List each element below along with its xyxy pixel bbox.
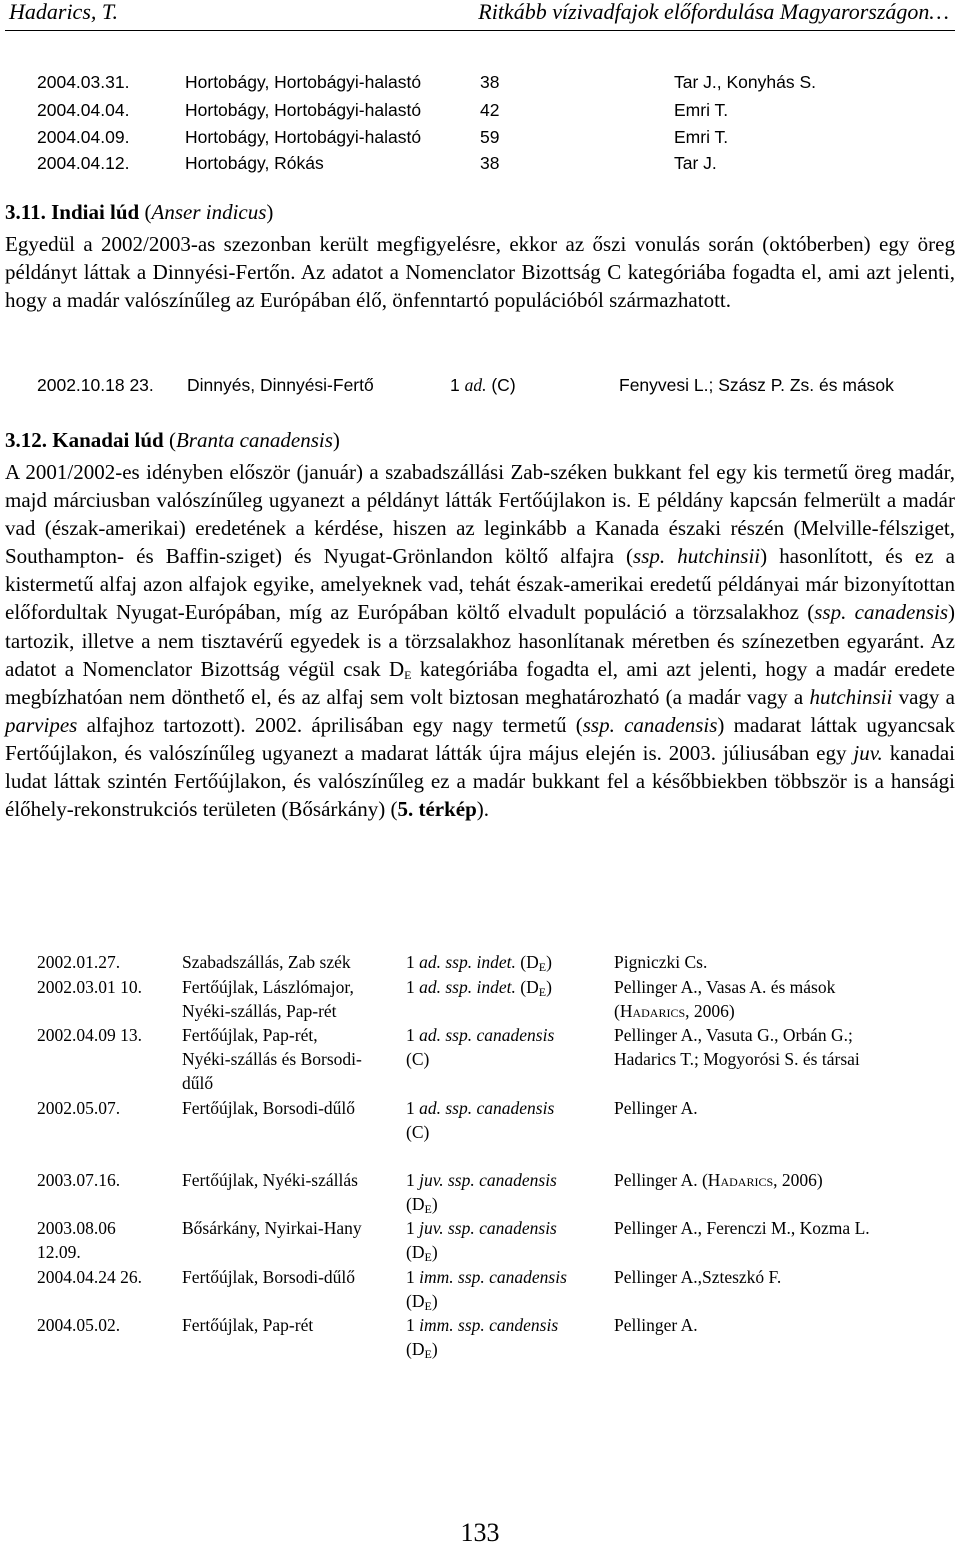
observer-line — [614, 1265, 781, 1289]
data-line — [406, 1023, 554, 1047]
data-line — [406, 1289, 567, 1313]
data-text: 1 juv. ssp. canadensis — [406, 1170, 557, 1190]
data-text: 1 ad. ssp. canadensis — [406, 1098, 555, 1118]
latin-name: Branta canadensis — [175, 428, 333, 452]
italic-term: ssp. — [582, 712, 615, 737]
record-date — [37, 950, 120, 974]
record-place: Hortobágy, Hortobágyi-halastó — [185, 100, 422, 120]
record-date: 2004.04.04. — [37, 100, 130, 120]
date-line: 2004.04.24 26. — [37, 1267, 142, 1287]
record-place — [182, 975, 354, 1023]
observer-text: Pellinger A., Vasuta G., Orbán G.; — [614, 1025, 853, 1045]
italic-term: canadensis — [854, 600, 948, 625]
data-text: (D — [406, 1339, 425, 1359]
record-count: 42 — [480, 100, 500, 120]
record-data — [406, 975, 552, 999]
record-place: Hortobágy, Rókás — [185, 153, 324, 173]
paragraph-part: ) hasonlított, és ez a kistermetű alfaj azon alfajok egyike, amelyeknek vad, tehát észak-amerikai eredetű példányai már bizonyítottan előfordultak Nyugat-Európában, míg az Európában költő elvadult populáció a törzsalakhoz ( — [5, 544, 955, 625]
species-name: Kanadai lúd — [52, 428, 164, 452]
observer-line — [614, 1096, 698, 1120]
data-tail: ) — [431, 1194, 438, 1214]
place-line: Nyéki-szállás és Borsodi- — [182, 1049, 362, 1069]
subscript: E — [424, 1299, 432, 1313]
record-place — [182, 1168, 358, 1192]
data-line — [406, 1096, 554, 1120]
header-title: Ritkább vízivadfajok előfordulása Magyarországon… — [478, 0, 949, 24]
section-3-11-text — [5, 230, 955, 314]
record-data — [406, 1096, 554, 1144]
section-number: 3.12. — [5, 428, 47, 452]
data-line — [406, 1265, 567, 1289]
subscript: E — [538, 985, 547, 999]
observer-text: Pellinger A., Ferenczi M., Kozma L. — [614, 1218, 870, 1238]
record-date: 2002.10.18 23. — [37, 375, 154, 395]
record-observer: Tar J. — [674, 153, 717, 173]
record-observer — [614, 950, 707, 974]
record-count: 38 — [480, 72, 500, 92]
subscript: E — [424, 1250, 432, 1264]
record-place — [182, 1216, 362, 1240]
data-text: (D — [406, 1291, 425, 1311]
record-date — [37, 1096, 120, 1120]
italic-term: ssp. — [814, 600, 847, 625]
data-line — [406, 1192, 557, 1216]
place-line: Fertőújlak, Pap-rét — [182, 1315, 314, 1335]
place-line: Fertőújlak, Borsodi-dűlő — [182, 1267, 356, 1287]
paragraph-part: kategóriába fogadta el, ami azt jelenti, hogy a madár eredete megbízhatóan nem dönthető el, és az alfaj sem volt biztosan meghatározható (a madár vagy a — [5, 656, 956, 709]
data-tail: ) — [546, 977, 552, 997]
observer-tail: , 2006) — [685, 1001, 735, 1021]
latin-name: Anser indicus — [151, 200, 267, 224]
record-data — [406, 1265, 567, 1313]
record-data — [406, 950, 552, 974]
observer-text: Pellinger A. (H — [614, 1170, 721, 1190]
record-observer — [614, 1023, 860, 1071]
observer-line — [614, 1216, 870, 1240]
subscript: E — [424, 1202, 432, 1216]
record-date: 2004.04.09. — [37, 127, 130, 147]
data-tail: ) — [431, 1291, 438, 1311]
paragraph-part: A 2001/2002-es idényben először (január) a szabadszállási Zab-széken bukkant fel egy kis termetű öreg madár, majd márciusban valószínűleg ugyanezt a példányt látták Fertőújlakon is. E példány kapcsán felmerült a madár vad (észak-amerikai) eredetének a kérdése, hiszen az leginkább a Kanada északi részén (Melville-félsziget, Southampton- és Baffin-sziget) és Nyugat-Grönlandon költő alfajra ( — [5, 460, 955, 569]
data-text: 1 ad. ssp. indet. (D — [406, 952, 539, 972]
record-observer — [614, 975, 835, 1023]
section-3-11-title: 3.11. Indiai lúd (Anser indicus) — [5, 200, 274, 224]
observer-text: (H — [614, 1001, 633, 1021]
record-observer — [614, 1096, 698, 1120]
record-data — [406, 1313, 558, 1361]
place-line: Fertőújlak, Nyéki-szállás — [182, 1170, 358, 1190]
record-observer — [614, 1216, 870, 1240]
data-line: (C) — [406, 1122, 430, 1142]
data-tail: ) — [431, 1339, 438, 1359]
place-line: Nyéki-szállás, Pap-rét — [182, 1001, 337, 1021]
record-date — [37, 1216, 116, 1264]
paragraph-part: Az adatot a Nomenclator Bizottság C kategóriába fogadta el, ami azt jelenti, hogy a madár valószínűleg az Európában élő, önfenntartó populációból származhatott. — [5, 260, 956, 313]
italic-term: juv. — [853, 740, 883, 765]
subscript: E — [404, 667, 412, 682]
observer-line — [614, 950, 707, 974]
record-place — [182, 1023, 362, 1095]
data-line — [406, 975, 552, 999]
observer-tail: , 2006) — [773, 1170, 823, 1190]
observer-line — [614, 999, 835, 1023]
place-line: Bősárkány, Nyirkai-Hany — [182, 1218, 362, 1238]
observer-line — [614, 975, 835, 999]
date-line: 2004.05.02. — [37, 1315, 121, 1335]
record-observer: Emri T. — [674, 100, 729, 120]
record-data — [406, 1216, 557, 1264]
data-tail: ) — [431, 1242, 438, 1262]
date-line: 2002.03.01 10. — [37, 977, 142, 997]
data-tail: ) — [546, 952, 552, 972]
observer-text: Pigniczki Cs. — [614, 952, 708, 972]
record-observer: Tar J., Konyhás S. — [674, 72, 817, 92]
record-data — [406, 1168, 557, 1216]
record-observer: Emri T. — [674, 127, 729, 147]
observer-text: Pellinger A. — [614, 1098, 698, 1118]
paragraph-part: ). — [476, 797, 490, 822]
section-3-12-title: 3.12. Kanadai lúd (Branta canadensis) — [5, 428, 340, 452]
observer-text: Pellinger A., Vasas A. és mások — [614, 977, 836, 997]
observer-line — [614, 1168, 823, 1192]
header-author: Hadarics, T. — [9, 0, 118, 24]
section-3-12-text — [5, 458, 955, 823]
data-line: (C) — [406, 1049, 430, 1069]
date-line: 2002.01.27. — [37, 952, 121, 972]
paragraph-part: Egyedül a 2002/2003-as szezonban került megfigyelésre, ekkor az őszi vonulás során (októberben) egy öreg példányt láttak a Dinnyési-Fertőn. — [5, 232, 955, 285]
record-date: 2004.04.12. — [37, 153, 130, 173]
data-text: 1 ad. ssp. canadensis — [406, 1025, 555, 1045]
data-line — [406, 1240, 557, 1264]
record-date — [37, 1023, 142, 1047]
paragraph-part: vagy a — [892, 684, 955, 709]
record-count: 38 — [480, 153, 500, 173]
section-number: 3.11. — [5, 200, 46, 224]
data-line — [406, 1168, 557, 1192]
running-header — [5, 0, 955, 31]
record-place — [182, 1096, 355, 1120]
data-text: 1 ad. ssp. indet. (D — [406, 977, 539, 997]
italic-term: parvipes — [5, 712, 78, 737]
record-place: Dinnyés, Dinnyési-Fertő — [187, 375, 374, 395]
record-place — [182, 1313, 313, 1337]
record-place: Hortobágy, Hortobágyi-halastó — [185, 72, 422, 92]
date-line: 2003.08.06 — [37, 1218, 116, 1238]
record-place — [182, 950, 351, 974]
date-line: 2002.04.09 13. — [37, 1025, 142, 1045]
data-text: 1 imm. ssp. canadensis — [406, 1267, 567, 1287]
observer-line — [614, 1023, 860, 1047]
paragraph-part: ) tartozik, illetve a nem tisztavérű egyedek is a törzsalakhoz hasonlítanak méretben és színezetben egyaránt. Az adatot a Nomenclator Bizottság végül csak D — [5, 600, 955, 681]
italic-term: canadensis — [624, 712, 718, 737]
data-line — [406, 1337, 558, 1361]
page-number: 133 — [460, 1518, 500, 1547]
record-date — [37, 1168, 120, 1192]
subscript: E — [538, 960, 547, 974]
data-text: (D — [406, 1194, 425, 1214]
species-name: Indiai lúd — [51, 200, 140, 224]
record-date — [37, 975, 142, 999]
place-line: Fertőújlak, Lászlómajor, — [182, 977, 354, 997]
data-line — [406, 950, 552, 974]
subscript: E — [424, 1347, 432, 1361]
record-count: 59 — [480, 127, 500, 147]
date-line: 2003.07.16. — [37, 1170, 121, 1190]
record-count: 1 — [450, 375, 460, 395]
record-date — [37, 1313, 120, 1337]
place-line: Szabadszállás, Zab szék — [182, 952, 351, 972]
observer-smallcaps: adarics — [632, 1001, 686, 1021]
record-observer: Fenyvesi L.; Szász P. Zs. és mások — [619, 375, 894, 395]
map-reference: 5. térkép — [397, 797, 477, 822]
record-count-wrap — [450, 373, 516, 397]
paragraph-part: ) madarat láttak ugyancsak Fertőújlakon, és valószínűleg ugyanezt a madarat látták újra május elején is. 2003. júliusában egy — [5, 712, 956, 765]
observer-line: Hadarics T.; Mogyorósi S. és társai — [614, 1049, 860, 1069]
data-text: (D — [406, 1242, 425, 1262]
place-line: Fertőújlak, Pap-rét, — [182, 1025, 318, 1045]
record-category: (C) — [491, 375, 516, 395]
data-text: 1 juv. ssp. canadensis — [406, 1218, 557, 1238]
data-line — [406, 1216, 557, 1240]
observer-text: Pellinger A. — [614, 1315, 698, 1335]
observer-smallcaps: adarics — [720, 1170, 774, 1190]
paragraph-part: kanadai ludat láttak szintén Fertőújlakon, és valószínűleg ez a madár bukkant fel a későbbiekben többször is a hansági élőhely-rekonstrukciós területen (Bősárkány) ( — [5, 740, 955, 822]
date-line: 12.09. — [37, 1242, 81, 1262]
record-date: 2004.03.31. — [37, 72, 130, 92]
data-line — [406, 1313, 558, 1337]
date-line: 2002.05.07. — [37, 1098, 121, 1118]
record-place: Hortobágy, Hortobágyi-halastó — [185, 127, 422, 147]
record-data — [406, 1023, 554, 1071]
record-unit: ad. — [464, 375, 487, 395]
data-text: 1 imm. ssp. candensis — [406, 1315, 559, 1335]
paragraph-part: alfajhoz tartozott). 2002. áprilisában egy nagy termetű ( — [77, 712, 583, 737]
italic-term: hutchinsii — [677, 544, 761, 569]
place-line: dűlő — [182, 1073, 214, 1093]
record-observer — [614, 1313, 698, 1337]
italic-term: hutchinsii — [809, 684, 893, 709]
place-line: Fertőújlak, Borsodi-dűlő — [182, 1098, 356, 1118]
italic-term: ssp. — [633, 544, 666, 569]
record-observer — [614, 1265, 781, 1289]
record-date — [37, 1265, 142, 1289]
observer-line — [614, 1313, 698, 1337]
record-place — [182, 1265, 355, 1289]
record-observer — [614, 1168, 823, 1192]
observer-text: Pellinger A.,Szteszkó F. — [614, 1267, 782, 1287]
